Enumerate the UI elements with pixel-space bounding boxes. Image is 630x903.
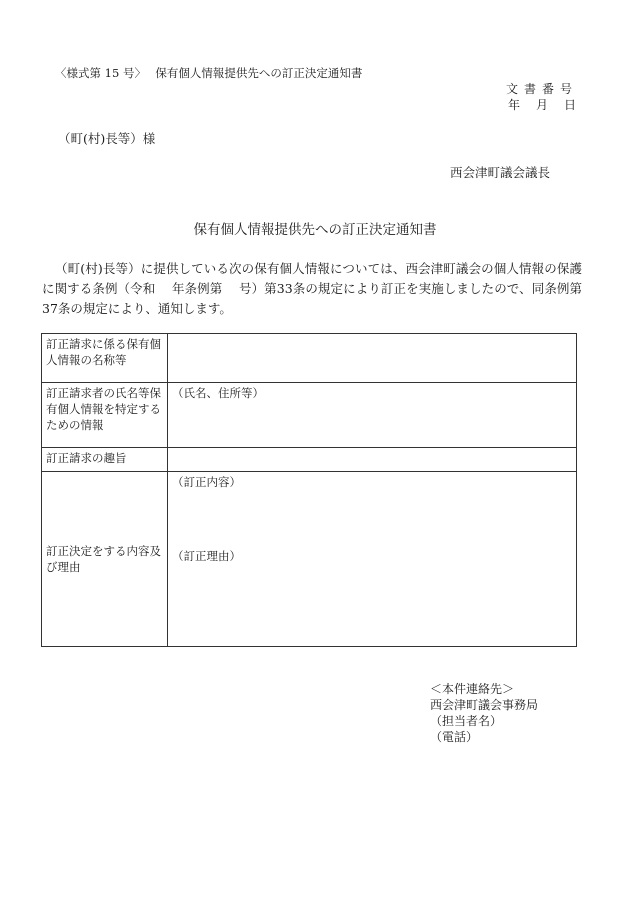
contact-person: （担当者名） — [430, 714, 503, 728]
correction-reason-label: （訂正理由） — [172, 549, 241, 563]
contact-heading: ＜本件連絡先＞ — [430, 682, 515, 696]
row-value-decision — [168, 472, 577, 647]
contact-office: 西会津町議会事務局 — [430, 698, 539, 712]
contact-phone: （電話） — [430, 730, 479, 744]
row-value-info-name — [168, 334, 577, 383]
body-paragraph: （町(村)長等）に提供している次の保有個人情報については、西会津町議会の個人情報の保護に関する条例（令和 年条例第 号）第33条の規定により訂正を実施しましたので、同条例第37条の規定により、通知します。 — [42, 261, 582, 316]
correction-content-label: （訂正内容） — [172, 475, 241, 489]
sender: 西会津町議会議長 — [450, 165, 551, 180]
table-row — [42, 334, 577, 383]
date-label: 年 月 日 — [507, 98, 578, 112]
row-label-requester: 訂正請求者の氏名等保有個人情報を特定するための情報 — [42, 383, 168, 448]
document-title: 保有個人情報提供先への訂正決定通知書 — [193, 222, 437, 238]
form-reference: 〈様式第 15 号〉 保有個人情報提供先への訂正決定通知書 — [55, 66, 363, 80]
row-label-purpose: 訂正請求の趣旨 — [42, 448, 168, 472]
row-label-info-name: 訂正請求に係る保有個人情報の名称等 — [42, 334, 168, 383]
contact-block — [430, 681, 538, 745]
row-label-decision: 訂正決定をする内容及び理由 — [42, 472, 168, 647]
table-row — [42, 448, 577, 472]
table-row — [42, 472, 577, 647]
table-row — [42, 383, 577, 448]
document-number-label: 文書番号 — [505, 82, 578, 96]
addressee: （町(村)長等）様 — [58, 131, 156, 146]
row-value-requester: （氏名、住所等） — [168, 383, 577, 448]
row-value-purpose — [168, 448, 577, 472]
correction-info-table — [41, 333, 577, 647]
